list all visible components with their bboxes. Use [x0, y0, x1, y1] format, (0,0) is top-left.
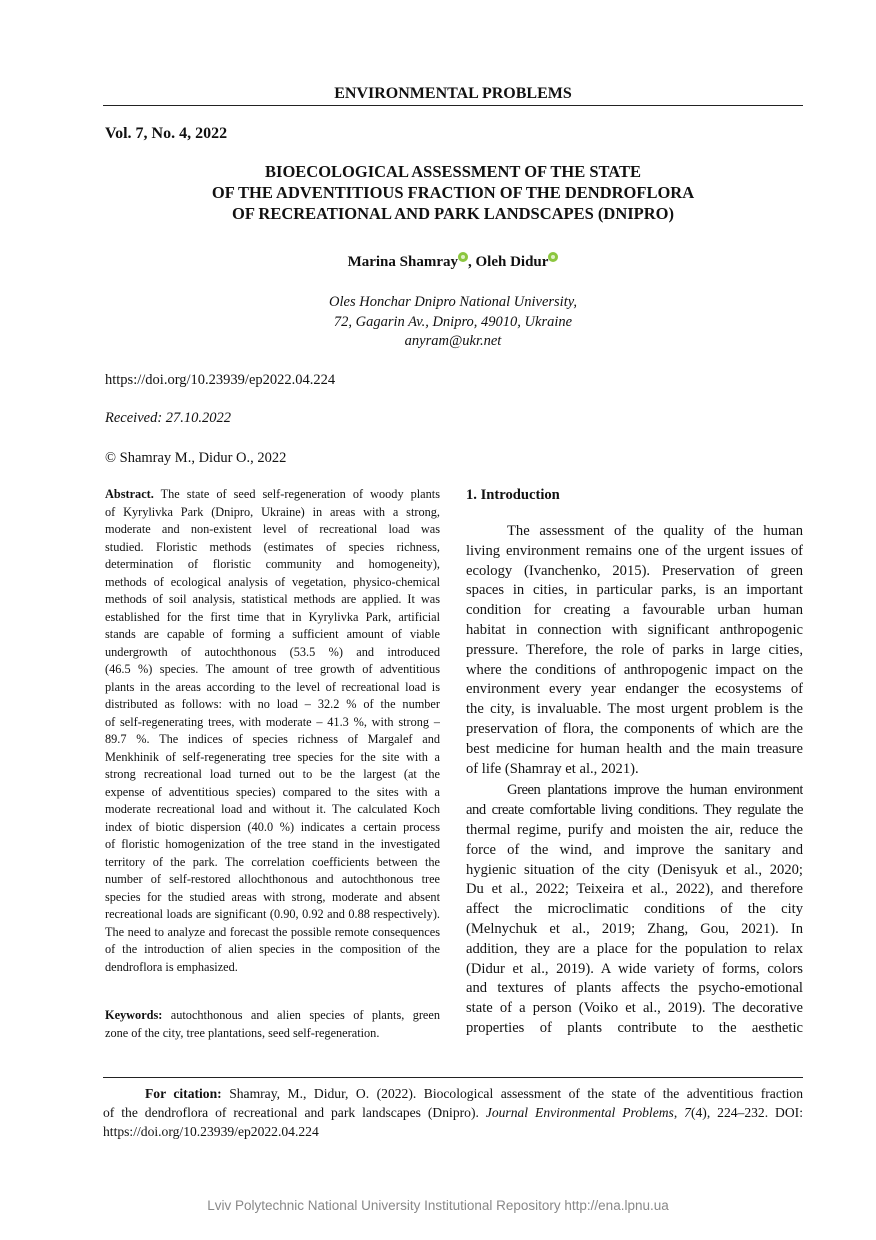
citation-text: Shamray, M., Didur, O. (2022). Biocological assessment of the state of the adventitious fraction — [221, 1086, 803, 1101]
abstract-line: moderate and non-existent level of recreational load was — [105, 522, 440, 536]
paragraph-line: preservation of flora, the components of which are the — [466, 720, 803, 737]
affiliation-line: Oles Honchar Dnipro National University, — [329, 294, 577, 310]
abstract-line: of the introduction of alien species in the composition of the — [105, 942, 440, 956]
paragraph-line: force of the wind, and improve the sanitary and — [466, 841, 803, 858]
paragraph-line: Green plantations improve the human environment — [507, 782, 803, 799]
affiliation-line: 72, Gagarin Av., Dnipro, 49010, Ukraine — [333, 313, 573, 330]
citation-doi[interactable]: https://doi.org/10.23939/ep2022.04.224 — [103, 1124, 319, 1139]
abstract-line: plants in the areas according to the level of recreational load is — [105, 679, 440, 694]
paragraph-line: living environment remains one of the urgent issues of — [466, 542, 803, 559]
paragraph-line: and create comfortable living conditions. They regulate the — [466, 802, 803, 819]
abstract-line: strong recreational load turned out to be the largest (at the — [105, 767, 440, 781]
paragraph-line: the city, is invaluable. The most urgent problem is the — [466, 701, 803, 718]
paragraph-line: best medicine for human health and the main treasure — [466, 740, 803, 757]
abstract-line: The need to analyze and forecast the possible remote consequences — [105, 924, 440, 939]
abstract — [105, 486, 440, 976]
paragraph-line: and textures of plants affects the psycho-emotional — [466, 980, 803, 997]
paragraph-line: affect the microclimatic conditions of the city — [466, 901, 803, 918]
citation-block — [103, 1084, 803, 1141]
title-line: OF THE ADVENTITIOUS FRACTION OF THE DENDROFLORA — [211, 183, 695, 202]
keywords — [105, 1007, 440, 1042]
abstract-line: stands are capable of forming a sufficient amount of viable — [105, 627, 440, 641]
paragraph-line: environment every year endanger the ecosystems of — [466, 681, 803, 698]
introduction-body — [466, 522, 803, 1039]
abstract-line: territory of the park. The correlation coefficients between the — [105, 854, 440, 869]
paragraph-line: pressure. Therefore, the role of parks in large cities, — [466, 641, 803, 658]
paragraph-line: habitat in connection with significant anthropogenic — [466, 621, 803, 638]
paragraph-line: condition for creating a favourable urban human — [466, 602, 803, 619]
author-name: Marina Shamray — [347, 254, 458, 270]
abstract-line-text: The state of seed self-regeneration of woody plants — [153, 487, 440, 501]
paragraph-line: state of a person (Voiko et al., 2019). The decorative — [466, 1000, 803, 1017]
citation-line — [103, 1084, 803, 1103]
paper-title — [103, 161, 803, 224]
abstract-line: methods of ecological analysis of vegetation, physico-chemical — [105, 574, 440, 589]
paragraph-line: ecology (Ivanchenko, 2015). Preservation of green — [466, 562, 803, 579]
paragraph-line: Du et al., 2022; Teixeira et al., 2022), and therefore — [466, 881, 803, 898]
volume-label: Vol. 7, No. 4, 2022 — [105, 125, 228, 142]
paragraph-line: properties of plants contribute to the aesthetic — [466, 1019, 803, 1036]
abstract-line — [105, 486, 440, 504]
orcid-icon[interactable] — [458, 252, 468, 262]
author-name: Oleh Didur — [475, 254, 549, 270]
paragraph-line: of life (Shamray et al., 2021). — [466, 760, 639, 777]
abstract-line: number of self-restored allochthonous and autochthonous tree — [105, 872, 440, 886]
abstract-line: expense of adventitious species) compared to the sites with a — [105, 784, 440, 799]
paragraph-line: thermal regime, purify and moisten the air, reduce the — [466, 821, 803, 838]
abstract-line: undergrowth of autochthonous (53.5 %) and introduced — [105, 644, 440, 659]
abstract-line: determination of floristic community and homogeneity), — [105, 557, 440, 571]
abstract-line: studied. Floristic methods (estimates of species richness, — [105, 539, 440, 554]
orcid-icon[interactable] — [548, 252, 558, 262]
abstract-line: recreational loads are significant (0.90, 0.92 and 0.88 respectively). — [105, 907, 440, 921]
keywords-line: zone of the city, tree plantations, seed self-regeneration. — [105, 1025, 380, 1040]
abstract-line: distributed as follows: with no load – 32.2 % of the number — [105, 697, 440, 711]
citation-text: of the dendroflora of recreational and park landscapes (Dnipro). — [103, 1105, 486, 1120]
paragraph-line: addition, they are a place for the population to relax — [466, 940, 803, 957]
abstract-line: methods of soil analysis, statistical methods are applied. It was — [105, 592, 440, 606]
citation-sep: , — [673, 1105, 685, 1120]
paragraph-line: where the conditions of anthropogenic impact on the — [466, 661, 803, 678]
abstract-line: (46.5 %) species. The amount of tree growth of adventitious — [105, 662, 440, 676]
citation-volume: 7 — [684, 1105, 691, 1120]
keywords-line — [105, 1007, 440, 1025]
citation-text: (4), 224–232. DOI: — [690, 1105, 803, 1120]
header-rule — [103, 105, 803, 106]
footer-rule — [103, 1077, 803, 1078]
title-line: OF RECREATIONAL AND PARK LANDSCAPES (DNIPRO) — [231, 204, 674, 223]
affiliation — [103, 293, 803, 352]
abstract-line: of floristic homogenization of the tree stand in the investigated — [105, 837, 440, 851]
abstract-line: 89.7 %. The indices of species richness of Margalef and — [105, 732, 440, 746]
abstract-line: moderate recreational load and without it. The calculated Koch — [105, 802, 440, 816]
citation-line — [103, 1103, 803, 1122]
journal-header: ENVIRONMENTAL PROBLEMS — [334, 85, 572, 102]
keywords-line-label: Keywords: — [105, 1008, 163, 1022]
paragraph-line: spaces in cities, in particular parks, is an important — [466, 582, 803, 599]
citation-label: For citation: — [145, 1086, 222, 1101]
abstract-line: of Kyrylivka Park (Dnipro, Ukraine) in areas with a strong, — [105, 504, 440, 519]
doi-link[interactable]: https://doi.org/10.23939/ep2022.04.224 — [105, 372, 336, 388]
section-heading-introduction: 1. Introduction — [466, 487, 560, 503]
paragraph-line: (Didur et al., 2019). A wide variety of forms, colors — [466, 960, 803, 977]
abstract-line-label: Abstract. — [105, 487, 154, 501]
abstract-line: Menkhinik of self-regenerating tree species for the site with a — [105, 749, 440, 764]
abstract-line: species for the studied areas with strong, moderate and absent — [105, 889, 440, 904]
paragraph-line: hygienic situation of the city (Denisyuk et al., 2020; — [466, 861, 803, 878]
abstract-line: established for the first time that in Kyrylivka Park, artificial — [105, 609, 440, 624]
received-date: Received: 27.10.2022 — [105, 410, 232, 426]
abstract-line: of self-regenerating trees, with moderate – 41.3 %, with strong – — [105, 714, 440, 729]
authors — [103, 254, 803, 271]
author-separator: , — [467, 254, 476, 270]
author-email[interactable]: anyram@ukr.net — [404, 333, 502, 349]
title-line: BIOECOLOGICAL ASSESSMENT OF THE STATE — [265, 162, 641, 181]
keywords-line-text: autochthonous and alien species of plants, green — [162, 1008, 440, 1022]
copyright: © Shamray M., Didur O., 2022 — [105, 450, 287, 466]
abstract-line: index of biotic dispersion (40.0 %) indicates a certain process — [105, 819, 440, 834]
citation-journal: Journal Environmental Problems — [485, 1105, 674, 1120]
paragraph-line: (Melnychuk et al., 2019; Zhang, Gou, 2021). In — [466, 920, 803, 937]
repository-footer: Lviv Polytechnic National University Institutional Repository http://ena.lpnu.ua — [207, 1198, 669, 1213]
abstract-line: dendroflora is emphasized. — [105, 959, 238, 974]
paragraph-line: The assessment of the quality of the human — [507, 523, 803, 539]
